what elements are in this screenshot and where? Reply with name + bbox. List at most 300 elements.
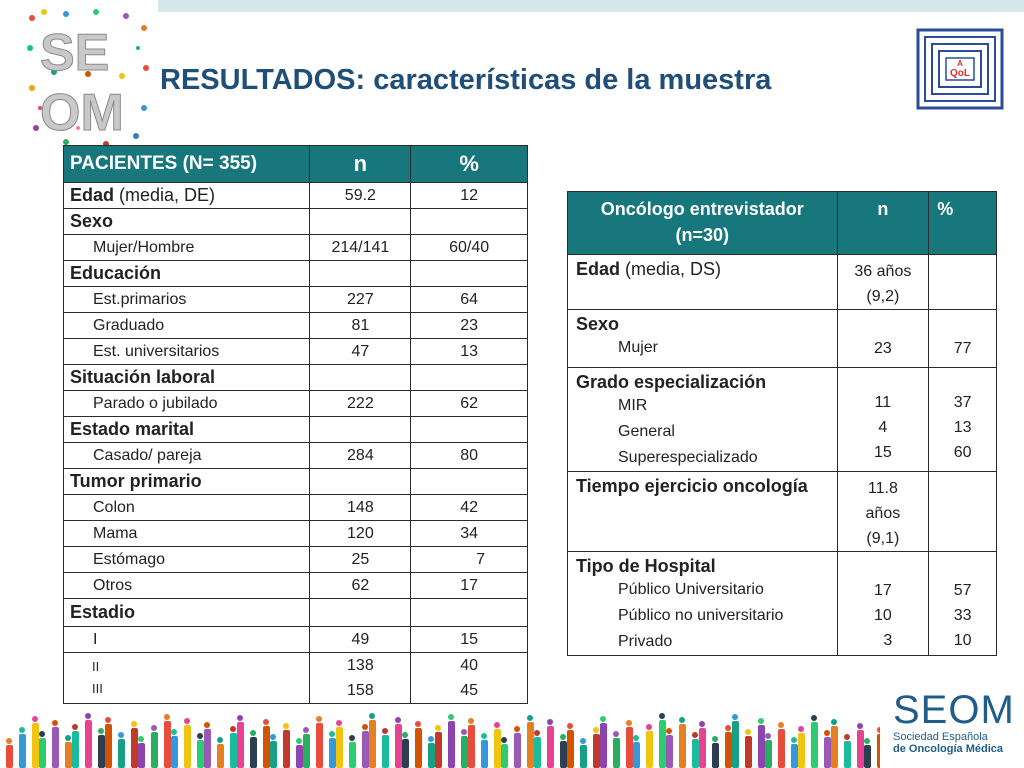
cell-pct: 80 [411, 443, 528, 469]
cell-n: 25 [310, 547, 411, 573]
row-label: Mama [64, 521, 310, 547]
person-body [316, 723, 323, 768]
table-row [568, 368, 997, 472]
person-head [230, 726, 236, 732]
row-label: Otros [64, 573, 310, 599]
section-label: Sexo [64, 209, 310, 235]
top-accent-bar [158, 0, 1024, 12]
list-value: 17 [873, 582, 892, 599]
person-body [131, 728, 138, 768]
cell-pct: 17 [411, 573, 528, 599]
person-head [316, 716, 322, 722]
person-body [448, 721, 455, 768]
person-head [461, 729, 467, 735]
list-item: General [618, 423, 675, 440]
person-head [19, 727, 25, 733]
person-head [593, 727, 599, 733]
section-label: Estado marital [64, 417, 310, 443]
person-head [633, 735, 639, 741]
person-head [534, 730, 540, 736]
person-head [171, 729, 177, 735]
person-body [857, 730, 864, 768]
person-body [600, 723, 607, 768]
patients-table [63, 145, 528, 704]
table-row [64, 443, 528, 469]
table-row [568, 255, 997, 310]
person-body [798, 733, 805, 768]
section-label: Estadio [64, 599, 310, 627]
person-body [534, 737, 541, 768]
person-head [732, 714, 738, 720]
person-body [250, 737, 257, 768]
person-body [415, 728, 422, 768]
row-label: Casado/ pareja [64, 443, 310, 469]
person-body [270, 741, 277, 768]
person-body [118, 739, 125, 768]
age-sd: (9,2) [866, 288, 900, 305]
list-value: 37 [953, 394, 972, 411]
person-body [732, 721, 739, 768]
seom-footer-word: SEOM [893, 688, 1015, 732]
list-value: 57 [953, 582, 972, 599]
cell-n [837, 310, 929, 368]
svg-text:OM: OM [40, 84, 124, 142]
row-label: Mujer/Hombre [64, 235, 310, 261]
table-row [64, 183, 528, 209]
time-sd: (9,1) [866, 530, 900, 547]
table-row [64, 391, 528, 417]
cell-pct: 12 [411, 183, 528, 209]
section-row [64, 599, 528, 627]
person-body [85, 720, 92, 768]
list-value: 13 [953, 419, 972, 436]
person-body [39, 738, 46, 768]
person-head [791, 737, 797, 743]
cell-n: 148 [310, 495, 411, 521]
oncologist-table [567, 191, 997, 656]
list-item: Público Universitario [618, 581, 764, 598]
person-body [501, 744, 508, 768]
row-label: Colon [64, 495, 310, 521]
cell-pct: 15 [411, 627, 528, 653]
person-head [197, 733, 203, 739]
person-head [613, 731, 619, 737]
person-head [501, 737, 507, 743]
cell-n [837, 255, 929, 310]
person-body [831, 726, 838, 768]
person-head [745, 729, 751, 735]
slide-title: RESULTADOS: características de la muestra [160, 64, 772, 96]
sub-list [568, 577, 837, 655]
person-head [250, 730, 256, 736]
person-body [72, 731, 79, 768]
person-head [138, 736, 144, 742]
person-head [435, 725, 441, 731]
person-head [32, 716, 38, 722]
person-body [428, 743, 435, 768]
person-head [560, 734, 566, 740]
cell-n: 49 [310, 627, 411, 653]
person-head [527, 715, 533, 721]
table-row [64, 495, 528, 521]
person-head [382, 728, 388, 734]
list-value: 3 [883, 632, 893, 649]
header-label [568, 192, 838, 255]
list-value: 10 [873, 607, 892, 624]
table-row [64, 547, 528, 573]
row-label [568, 552, 838, 656]
person-body [296, 745, 303, 768]
cell-pct: 34 [411, 521, 528, 547]
table-row [568, 472, 997, 552]
list-value: 60 [953, 444, 972, 461]
row-label: Est.primarios [64, 287, 310, 313]
person-body [547, 726, 554, 768]
person-body [864, 745, 871, 768]
person-body [778, 729, 785, 768]
cell-n: 47 [310, 339, 411, 365]
list-item: MIR [618, 397, 648, 414]
person-head [164, 714, 170, 720]
stage-iii-pct: 45 [460, 682, 479, 699]
cell-n: 59.2 [310, 183, 411, 209]
table-row [64, 235, 528, 261]
stage-ii-n: 138 [347, 657, 374, 674]
person-head [395, 717, 401, 723]
header-label-line1: Oncólogo entrevistador [600, 199, 804, 219]
person-body [230, 733, 237, 768]
cell-n: 222 [310, 391, 411, 417]
person-head [514, 726, 520, 732]
row-label: Graduado [64, 313, 310, 339]
person-head [659, 713, 665, 719]
person-body [336, 727, 343, 768]
person-body [765, 740, 772, 768]
list-item: Público no universitario [618, 607, 784, 624]
person-body [283, 730, 290, 768]
cell-pct [929, 310, 997, 368]
person-body [402, 739, 409, 768]
person-head [204, 722, 210, 728]
person-head [415, 721, 421, 727]
section-label: Tumor primario [64, 469, 310, 495]
person-body [164, 721, 171, 768]
cell-pct [929, 472, 997, 552]
row-label [568, 310, 838, 368]
person-body [395, 724, 402, 768]
person-head [263, 719, 269, 725]
row-label: Est. universitarios [64, 339, 310, 365]
stage-iii-n: 158 [347, 682, 374, 699]
seom-footer-logo [893, 688, 1013, 755]
person-head [303, 727, 309, 733]
person-body [98, 735, 105, 768]
person-head [217, 737, 223, 743]
person-head [494, 722, 500, 728]
section-label: Tipo de Hospital [576, 556, 716, 576]
person-head [72, 724, 78, 730]
cell-pct [929, 368, 997, 472]
sex-n: 23 [873, 340, 892, 357]
person-body [461, 736, 468, 768]
row-label: Tiempo ejercicio oncología [568, 472, 838, 552]
person-head [547, 719, 553, 725]
person-head [283, 723, 289, 729]
person-head [778, 722, 784, 728]
person-head [844, 734, 850, 740]
cell-pct [929, 552, 997, 656]
section-label: Situación laboral [64, 365, 310, 391]
person-body [758, 725, 765, 768]
person-head [864, 738, 870, 744]
person-body [52, 727, 59, 768]
person-head [765, 733, 771, 739]
person-head [692, 732, 698, 738]
person-body [811, 722, 818, 768]
section-row [64, 209, 528, 235]
person-head [85, 713, 91, 719]
person-head [39, 731, 45, 737]
person-body [151, 732, 158, 768]
seom-footer-line2: de Oncología Médica [893, 743, 1004, 755]
person-head [824, 730, 830, 736]
person-body [6, 745, 13, 768]
person-body [481, 740, 488, 768]
person-head [270, 734, 276, 740]
list-value: 15 [873, 444, 892, 461]
table-row [64, 313, 528, 339]
list-value: 10 [953, 632, 972, 649]
person-body [32, 723, 39, 768]
person-body [217, 744, 224, 768]
person-head [481, 733, 487, 739]
cell-n: 62 [310, 573, 411, 599]
list-value: 4 [878, 419, 888, 436]
table-header [568, 192, 997, 255]
person-body [745, 736, 752, 768]
cell-pct: 42 [411, 495, 528, 521]
person-body [435, 732, 442, 768]
person-body [699, 728, 706, 768]
time-value: 11.8 [867, 480, 898, 497]
section-label: Sexo [576, 314, 620, 334]
person-head [336, 720, 342, 726]
cell-n: 214/141 [310, 235, 411, 261]
section-label: Grado especialización [576, 372, 767, 392]
person-body [494, 729, 501, 768]
age-value: 36 años [854, 263, 912, 280]
person-head [98, 728, 104, 734]
person-head [184, 718, 190, 724]
row-label: Edad (media, DE) [64, 183, 310, 209]
cell-n: 120 [310, 521, 411, 547]
person-body [791, 744, 798, 768]
person-head [6, 738, 12, 744]
person-head [118, 732, 124, 738]
header-n: n [837, 192, 929, 255]
person-head [362, 724, 368, 730]
cell-n: 284 [310, 443, 411, 469]
section-row [64, 365, 528, 391]
person-head [877, 727, 880, 733]
table-row [568, 310, 997, 368]
section-row [64, 417, 528, 443]
row-label [568, 368, 838, 472]
svg-text:QoL: QoL [950, 68, 970, 79]
row-label: Parado o jubilado [64, 391, 310, 417]
person-head [52, 720, 58, 726]
row-label: I [64, 627, 310, 653]
cell-pct: 64 [411, 287, 528, 313]
section-row [64, 261, 528, 287]
person-body [237, 722, 244, 768]
person-body [204, 729, 211, 768]
person-body [171, 736, 178, 768]
person-body [725, 732, 732, 768]
svg-text:A: A [957, 59, 963, 68]
stage-ii-label: II [92, 659, 100, 674]
person-body [184, 725, 191, 768]
person-head [237, 715, 243, 721]
svg-text:SE: SE [40, 24, 110, 82]
person-body [712, 743, 719, 768]
table-row [568, 552, 997, 656]
cell-n [837, 552, 929, 656]
person-head [798, 726, 804, 732]
person-body [514, 733, 521, 768]
person-head [626, 720, 632, 726]
time-unit: años [865, 505, 901, 522]
list-item: Superespecializado [618, 449, 758, 466]
person-body [844, 741, 851, 768]
header-label-line2: (n=30) [675, 225, 730, 245]
person-body [527, 722, 534, 768]
cell-pct: 7 [411, 547, 528, 573]
cell-n: 227 [310, 287, 411, 313]
person-body [646, 731, 653, 768]
person-body [138, 743, 145, 768]
person-head [131, 721, 137, 727]
table-header [64, 146, 528, 183]
sex-pct: 77 [953, 340, 972, 357]
crowd-figures [6, 713, 880, 768]
person-head [725, 725, 731, 731]
person-head [151, 725, 157, 731]
person-head [468, 718, 474, 724]
people-crowd-illustration [0, 690, 880, 768]
person-body [303, 734, 310, 768]
table-row [64, 627, 528, 653]
list-value: 33 [953, 607, 972, 624]
person-head [666, 728, 672, 734]
header-pct: % [411, 146, 528, 183]
stage-iii-label: III [92, 681, 103, 696]
cell-pct: 62 [411, 391, 528, 417]
table-row [64, 339, 528, 365]
person-body [659, 720, 666, 768]
row-label: Edad (media, DS) [568, 255, 838, 310]
person-body [105, 724, 112, 768]
person-head [758, 718, 764, 724]
cell-pct [929, 255, 997, 310]
person-body [263, 726, 270, 768]
table-row [64, 521, 528, 547]
person-head [811, 715, 817, 721]
person-body [19, 734, 26, 768]
table-row [64, 573, 528, 599]
person-head [402, 732, 408, 738]
person-body [560, 741, 567, 768]
person-body [369, 720, 376, 768]
cell-pct: 23 [411, 313, 528, 339]
seom-logo [26, 8, 150, 148]
person-body [613, 738, 620, 768]
person-head [699, 721, 705, 727]
person-body [626, 727, 633, 768]
person-head [296, 738, 302, 744]
person-head [329, 731, 335, 737]
person-head [369, 713, 375, 719]
person-body [593, 734, 600, 768]
person-head [580, 738, 586, 744]
sub-label: Mujer [618, 339, 659, 356]
person-head [428, 736, 434, 742]
person-head [712, 736, 718, 742]
section-label: Educación [64, 261, 310, 287]
cell-n: 81 [310, 313, 411, 339]
table-row [64, 287, 528, 313]
row-label: Estómago [64, 547, 310, 573]
person-head [646, 724, 652, 730]
person-body [666, 735, 673, 768]
person-head [567, 723, 573, 729]
person-body [679, 724, 686, 768]
person-body [580, 745, 587, 768]
person-head [679, 717, 685, 723]
person-body [824, 737, 831, 768]
list-item: Privado [618, 633, 673, 650]
header-pct: % [929, 192, 997, 255]
cell-pct: 60/40 [411, 235, 528, 261]
person-body [65, 742, 72, 768]
section-row [64, 469, 528, 495]
sub-list [568, 393, 837, 471]
person-head [448, 714, 454, 720]
header-label: PACIENTES (N= 355) [64, 146, 310, 183]
cell-pct: 13 [411, 339, 528, 365]
person-head [349, 735, 355, 741]
person-head [600, 716, 606, 722]
list-value: 11 [874, 394, 892, 411]
person-body [468, 725, 475, 768]
person-head [857, 723, 863, 729]
person-body [329, 738, 336, 768]
person-body [197, 740, 204, 768]
person-body [692, 739, 699, 768]
cell-n [837, 472, 929, 552]
person-body [567, 730, 574, 768]
header-n: n [310, 146, 411, 183]
person-body [349, 742, 356, 768]
seom-footer-line1: Sociedad Española [893, 731, 988, 743]
person-head [105, 717, 111, 723]
qol-maze-logo [916, 28, 1004, 110]
stage-ii-pct: 40 [460, 657, 479, 674]
person-body [362, 731, 369, 768]
person-body [382, 735, 389, 768]
cell-n [837, 368, 929, 472]
person-head [65, 735, 71, 741]
